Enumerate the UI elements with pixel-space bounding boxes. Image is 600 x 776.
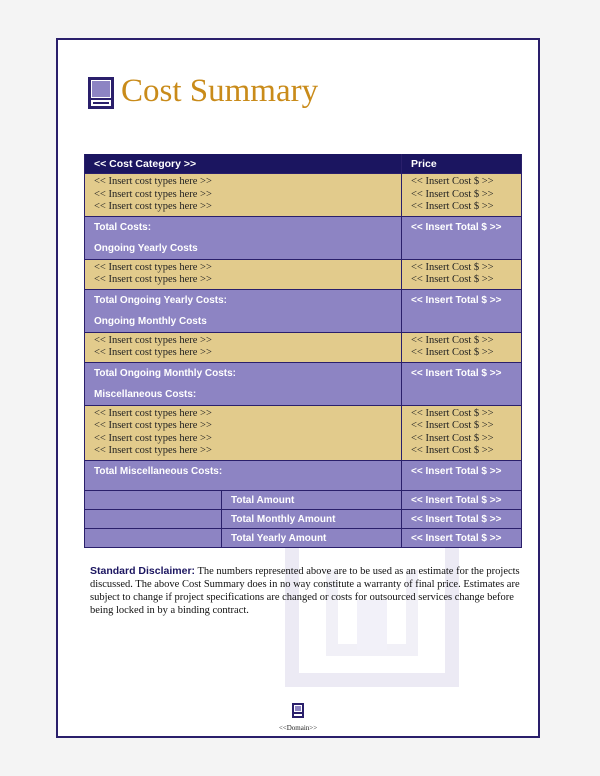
ongoing-yearly-heading: Ongoing Yearly Costs [94, 242, 198, 254]
cost-type-placeholder: << Insert cost types here >> [94, 432, 212, 444]
cost-summary-table [84, 154, 522, 548]
total-monthly-row [84, 363, 522, 406]
total-amount-row [84, 491, 522, 510]
cost-type-placeholder: << Insert cost types here >> [94, 445, 212, 456]
cost-value-placeholder: << Insert Cost $ >> [411, 201, 494, 212]
total-yearly-row [84, 290, 522, 333]
total-placeholder: << Insert Total $ >> [402, 461, 522, 491]
cost-value-placeholder: << Insert Cost $ >> [411, 445, 494, 456]
total-costs-row [84, 217, 522, 260]
page-title: Cost Summary [121, 73, 319, 109]
cost-type-placeholder: << Insert cost types here >> [94, 274, 212, 285]
cost-type-placeholder: << Insert cost types here >> [94, 176, 212, 187]
monthly-cost-items [84, 333, 522, 363]
disclaimer-text: The numbers represented above are to be used as an estimate for the projects discussed. The above Cost Summary does in no way constitute a warranty of final price. Estimates are subject to change if project specifications are changed or costs for outsourced services change before being locked in by a binding contract. [90, 566, 520, 616]
cost-value-placeholder: << Insert Cost $ >> [411, 347, 494, 358]
cost-type-placeholder: << Insert cost types here >> [94, 188, 212, 200]
document-page [56, 38, 540, 738]
cost-value-placeholder: << Insert Cost $ >> [411, 407, 494, 419]
computer-logo-icon [88, 77, 114, 109]
total-costs-label: Total Costs: [94, 221, 152, 233]
disclaimer-label: Standard Disclaimer: [90, 565, 196, 577]
initial-cost-items [84, 174, 522, 217]
cost-value-placeholder: << Insert Cost $ >> [411, 420, 494, 431]
cost-type-placeholder: << Insert cost types here >> [94, 347, 212, 358]
cost-value-placeholder: << Insert Cost $ >> [411, 274, 494, 285]
total-placeholder: << Insert Total $ >> [411, 294, 502, 306]
total-misc-row [84, 461, 522, 491]
ongoing-monthly-heading: Ongoing Monthly Costs [94, 315, 207, 327]
cost-value-placeholder: << Insert Cost $ >> [411, 188, 494, 200]
total-ongoing-monthly-label: Total Ongoing Monthly Costs: [94, 367, 237, 379]
total-yearly-amount-label: Total Yearly Amount [222, 529, 402, 548]
standard-disclaimer [90, 565, 520, 617]
total-monthly-amount-label: Total Monthly Amount [222, 510, 402, 529]
cost-value-placeholder: << Insert Cost $ >> [411, 261, 494, 273]
total-placeholder: << Insert Total $ >> [402, 529, 522, 548]
price-header: Price [402, 154, 522, 174]
yearly-cost-items [84, 260, 522, 290]
total-ongoing-yearly-label: Total Ongoing Yearly Costs: [94, 294, 227, 306]
cost-value-placeholder: << Insert Cost $ >> [411, 334, 494, 346]
cost-type-placeholder: << Insert cost types here >> [94, 334, 212, 346]
cost-category-header: << Cost Category >> [84, 154, 402, 174]
total-amount-label: Total Amount [222, 491, 402, 510]
cost-value-placeholder: << Insert Cost $ >> [411, 176, 494, 187]
cost-value-placeholder: << Insert Cost $ >> [411, 432, 494, 444]
domain-text: <<Domain>> [278, 724, 318, 732]
total-placeholder: << Insert Total $ >> [411, 367, 502, 379]
total-monthly-amount-row [84, 510, 522, 529]
page-footer [58, 703, 538, 732]
computer-footer-icon [292, 703, 304, 718]
table-header-row [84, 154, 522, 174]
cost-type-placeholder: << Insert cost types here >> [94, 261, 212, 273]
cost-type-placeholder: << Insert cost types here >> [94, 420, 212, 431]
misc-cost-items [84, 406, 522, 461]
total-misc-label: Total Miscellaneous Costs: [84, 461, 402, 491]
miscellaneous-heading: Miscellaneous Costs: [94, 388, 197, 400]
cost-type-placeholder: << Insert cost types here >> [94, 407, 212, 419]
total-placeholder: << Insert Total $ >> [402, 510, 522, 529]
total-placeholder: << Insert Total $ >> [402, 491, 522, 510]
cost-type-placeholder: << Insert cost types here >> [94, 201, 212, 212]
total-yearly-amount-row [84, 529, 522, 548]
total-placeholder: << Insert Total $ >> [411, 221, 502, 233]
